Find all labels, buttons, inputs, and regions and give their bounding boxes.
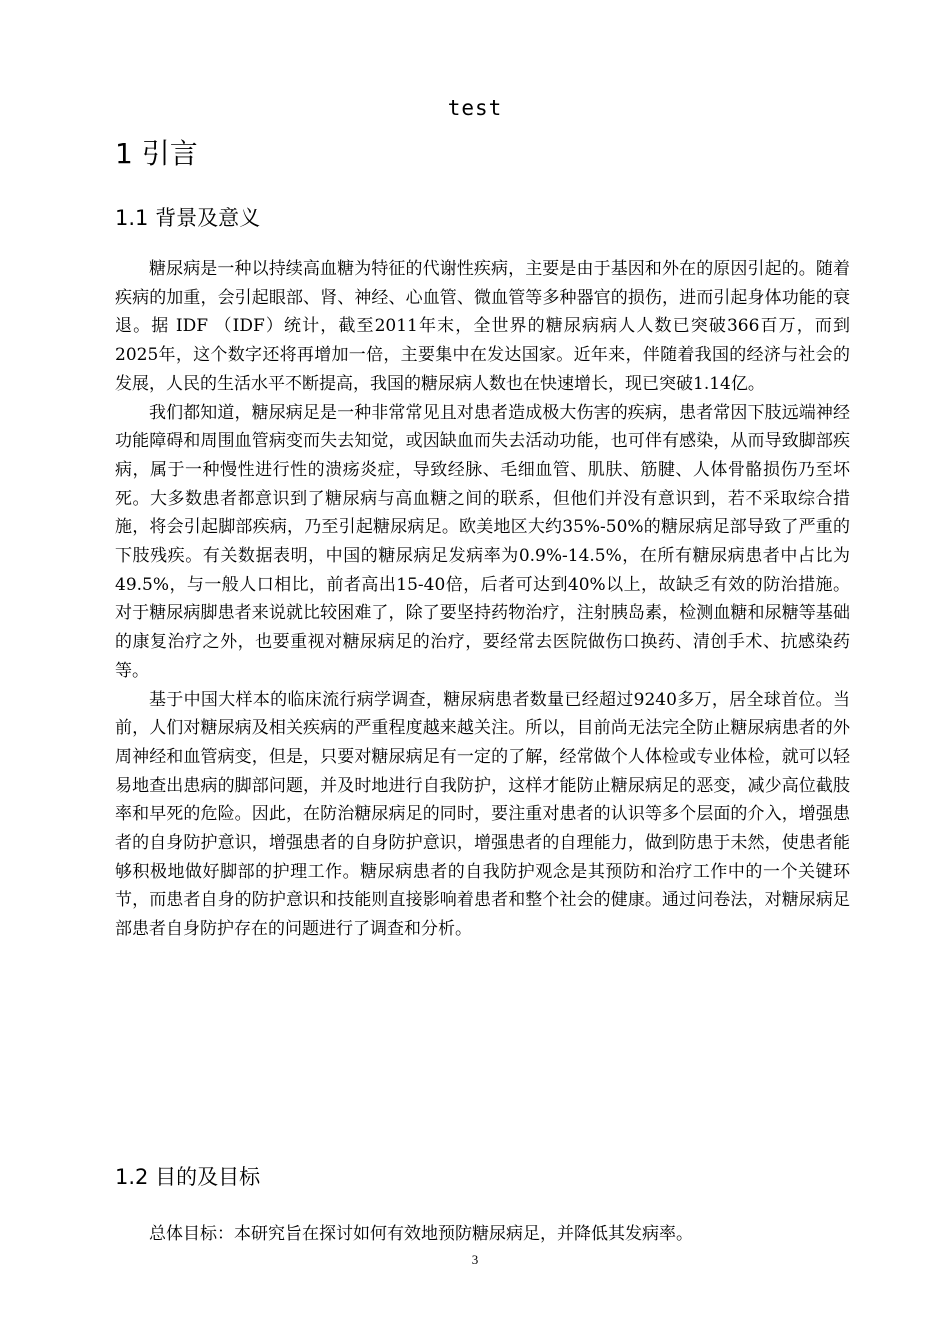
section-heading-objectives: 1.2 目的及目标: [115, 1165, 261, 1189]
section-body-objectives: [115, 1220, 850, 1249]
section-heading-background: 1.1 背景及意义: [115, 206, 261, 230]
paragraph: 基于中国大样本的临床流行病学调查，糖尿病患者数量已经超过9240多万，居全球首位。当前，人们对糖尿病及相关疾病的严重程度越来越关注。所以，目前尚无法完全防止糖尿病患者的外周神经和血管病变，但是，只要对糖尿病足有一定的了解，经常做个人体检或专业体检，就可以轻易地查出患病的脚部问题，并及时地进行自我防护，这样才能防止糖尿病足的恶变，减少高位截肢率和早死的危险。因此，在防治糖尿病足的同时，要注重对患者的认识等多个层面的介入，增强患者的自身防护意识，增强患者的自身防护意识，增强患者的自理能力，做到防患于未然，使患者能够积极地做好脚部的护理工作。糖尿病患者的自我防护观念是其预防和治疗工作中的一个关键环节，而患者自身的防护意识和技能则直接影响着患者和整个社会的健康。通过问卷法，对糖尿病足部患者自身防护存在的问题进行了调查和分析。: [115, 689, 850, 940]
paragraph: 糖尿病是一种以持续高血糖为特征的代谢性疾病，主要是由于基因和外在的原因引起的。随着疾病的加重，会引起眼部、肾、神经、心血管、微血管等多种器官的损伤，进而引起身体功能的衰退。据 IDF （IDF）统计，截至2011年末，全世界的糖尿病病人人数已突破366百万，而到2025年，这个数字还将再增加一倍，主要集中在发达国家。近年来，伴随着我国的经济与社会的发展，人民的生活水平不断提高，我国的糖尿病人数也在快速增长，现已突破1.14亿。: [115, 259, 850, 394]
page-number: 3: [471, 1252, 479, 1267]
section-body-background: [115, 255, 850, 944]
chapter-heading: 1 引言: [115, 137, 198, 170]
paragraph: 总体目标：本研究旨在探讨如何有效地预防糖尿病足，并降低其发病率。: [149, 1224, 693, 1244]
page-header-title: test: [447, 96, 503, 120]
paragraph: 我们都知道，糖尿病足是一种非常常见且对患者造成极大伤害的疾病，患者常因下肢远端神经功能障碍和周围血管病变而失去知觉，或因缺血而失去活动功能，也可伴有感染，从而导致脚部疾病，属于一种慢性进行性的溃疡炎症，导致经脉、毛细血管、肌肤、筋腱、人体骨骼损伤乃至坏死。大多数患者都意识到了糖尿病与高血糖之间的联系，但他们并没有意识到，若不采取综合措施，将会引起脚部疾病，乃至引起糖尿病足。欧美地区大约35%-50%的糖尿病足部导致了严重的下肢残疾。有关数据表明，中国的糖尿病足发病率为0.9%-14.5%，在所有糖尿病患者中占比为49.5%，与一般人口相比，前者高出15-40倍，后者可达到40%以上，故缺乏有效的防治措施。对于糖尿病脚患者来说就比较困难了，除了要坚持药物治疗，注射胰岛素，检测血糖和尿糖等基础的康复治疗之外，也要重视对糖尿病足的治疗，要经常去医院做伤口换药、清创手术、抗感染药等。: [115, 402, 850, 681]
